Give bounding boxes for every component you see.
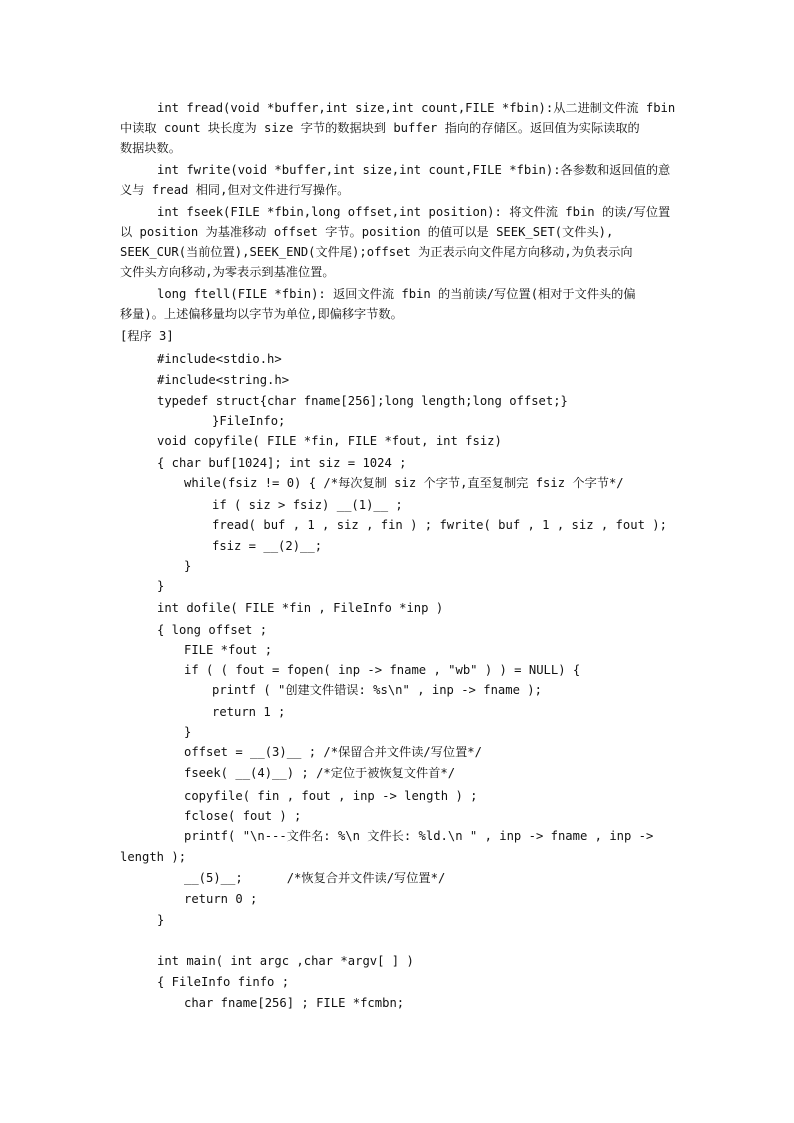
- paragraph-fread-line-3: 数据块数。: [120, 141, 181, 155]
- program-heading: [程序 3]: [120, 329, 174, 343]
- code-line: return 0 ;: [184, 892, 258, 906]
- paragraph-fwrite-line-1: int fwrite(void *buffer,int size,int count,FILE *fbin):各参数和返回值的意: [157, 163, 671, 177]
- code-line: int dofile( FILE *fin , FileInfo *inp ): [157, 601, 444, 615]
- code-line: char fname[256] ; FILE *fcmbn;: [184, 996, 405, 1010]
- paragraph-ftell-line-2: 移量)。上述偏移量均以字节为单位,即偏移字节数。: [120, 307, 403, 321]
- paragraph-fread-line-1: int fread(void *buffer,int size,int count,FILE *fbin):从二进制文件流 fbin: [157, 101, 676, 115]
- code-line: if ( ( fout = fopen( inp -> fname , "wb" ) ) = NULL) {: [184, 663, 581, 677]
- code-line: { FileInfo finfo ;: [157, 975, 290, 989]
- paragraph-fwrite-line-2: 义与 fread 相同,但对文件进行写操作。: [120, 183, 350, 197]
- code-line: { char buf[1024]; int siz = 1024 ;: [157, 456, 407, 470]
- code-line: offset = __(3)__ ; /*保留合并文件读/写位置*/: [184, 745, 482, 759]
- code-line: }: [157, 579, 165, 593]
- code-line: }: [157, 913, 165, 927]
- code-line: while(fsiz != 0) { /*每次复制 siz 个字节,直至复制完 fsiz 个字节*/: [184, 476, 624, 490]
- code-line: fseek( __(4)__) ; /*定位于被恢复文件首*/: [184, 766, 456, 780]
- code-line: printf( "\n---文件名: %\n 文件长: %ld.\n " , inp -> fname , inp ->: [184, 829, 654, 843]
- code-line: typedef struct{char fname[256];long length;long offset;}: [157, 394, 568, 408]
- code-line: { long offset ;: [157, 623, 268, 637]
- paragraph-ftell-line-1: long ftell(FILE *fbin): 返回文件流 fbin 的当前读/写位置(相对于文件头的偏: [157, 287, 636, 301]
- code-line: }: [184, 725, 192, 739]
- code-line: fclose( fout ) ;: [184, 809, 302, 823]
- code-line: FILE *fout ;: [184, 643, 273, 657]
- code-line: #include<string.h>: [157, 373, 290, 387]
- code-line: void copyfile( FILE *fin, FILE *fout, int fsiz): [157, 434, 502, 448]
- code-line: fsiz = __(2)__;: [212, 539, 323, 553]
- code-line: fread( buf , 1 , siz , fin ) ; fwrite( buf , 1 , siz , fout );: [212, 518, 667, 532]
- code-line: #include<stdio.h>: [157, 352, 282, 366]
- code-line: }FileInfo;: [212, 414, 286, 428]
- code-line: }: [184, 559, 192, 573]
- code-line: return 1 ;: [212, 705, 286, 719]
- paragraph-fseek-line-2: 以 position 为基准移动 offset 字节。position 的值可以是 SEEK_SET(文件头),: [120, 225, 614, 239]
- code-line: int main( int argc ,char *argv[ ] ): [157, 954, 414, 968]
- paragraph-fread-line-2: 中读取 count 块长度为 size 字节的数据块到 buffer 指向的存储区。返回值为实际读取的: [120, 121, 640, 135]
- paragraph-fseek-line-3: SEEK_CUR(当前位置),SEEK_END(文件尾);offset 为正表示向文件尾方向移动,为负表示向: [120, 245, 633, 259]
- code-line: length );: [120, 850, 187, 864]
- paragraph-fseek-line-4: 文件头方向移动,为零表示到基准位置。: [120, 265, 335, 279]
- code-line: if ( siz > fsiz) __(1)__ ;: [212, 498, 403, 512]
- paragraph-fseek-line-1: int fseek(FILE *fbin,long offset,int position): 将文件流 fbin 的读/写位置: [157, 205, 671, 219]
- code-line: __(5)__; /*恢复合并文件读/写位置*/: [184, 871, 446, 885]
- code-line: copyfile( fin , fout , inp -> length ) ;: [184, 789, 478, 803]
- code-line: printf ( "创建文件错误: %s\n" , inp -> fname );: [212, 683, 542, 697]
